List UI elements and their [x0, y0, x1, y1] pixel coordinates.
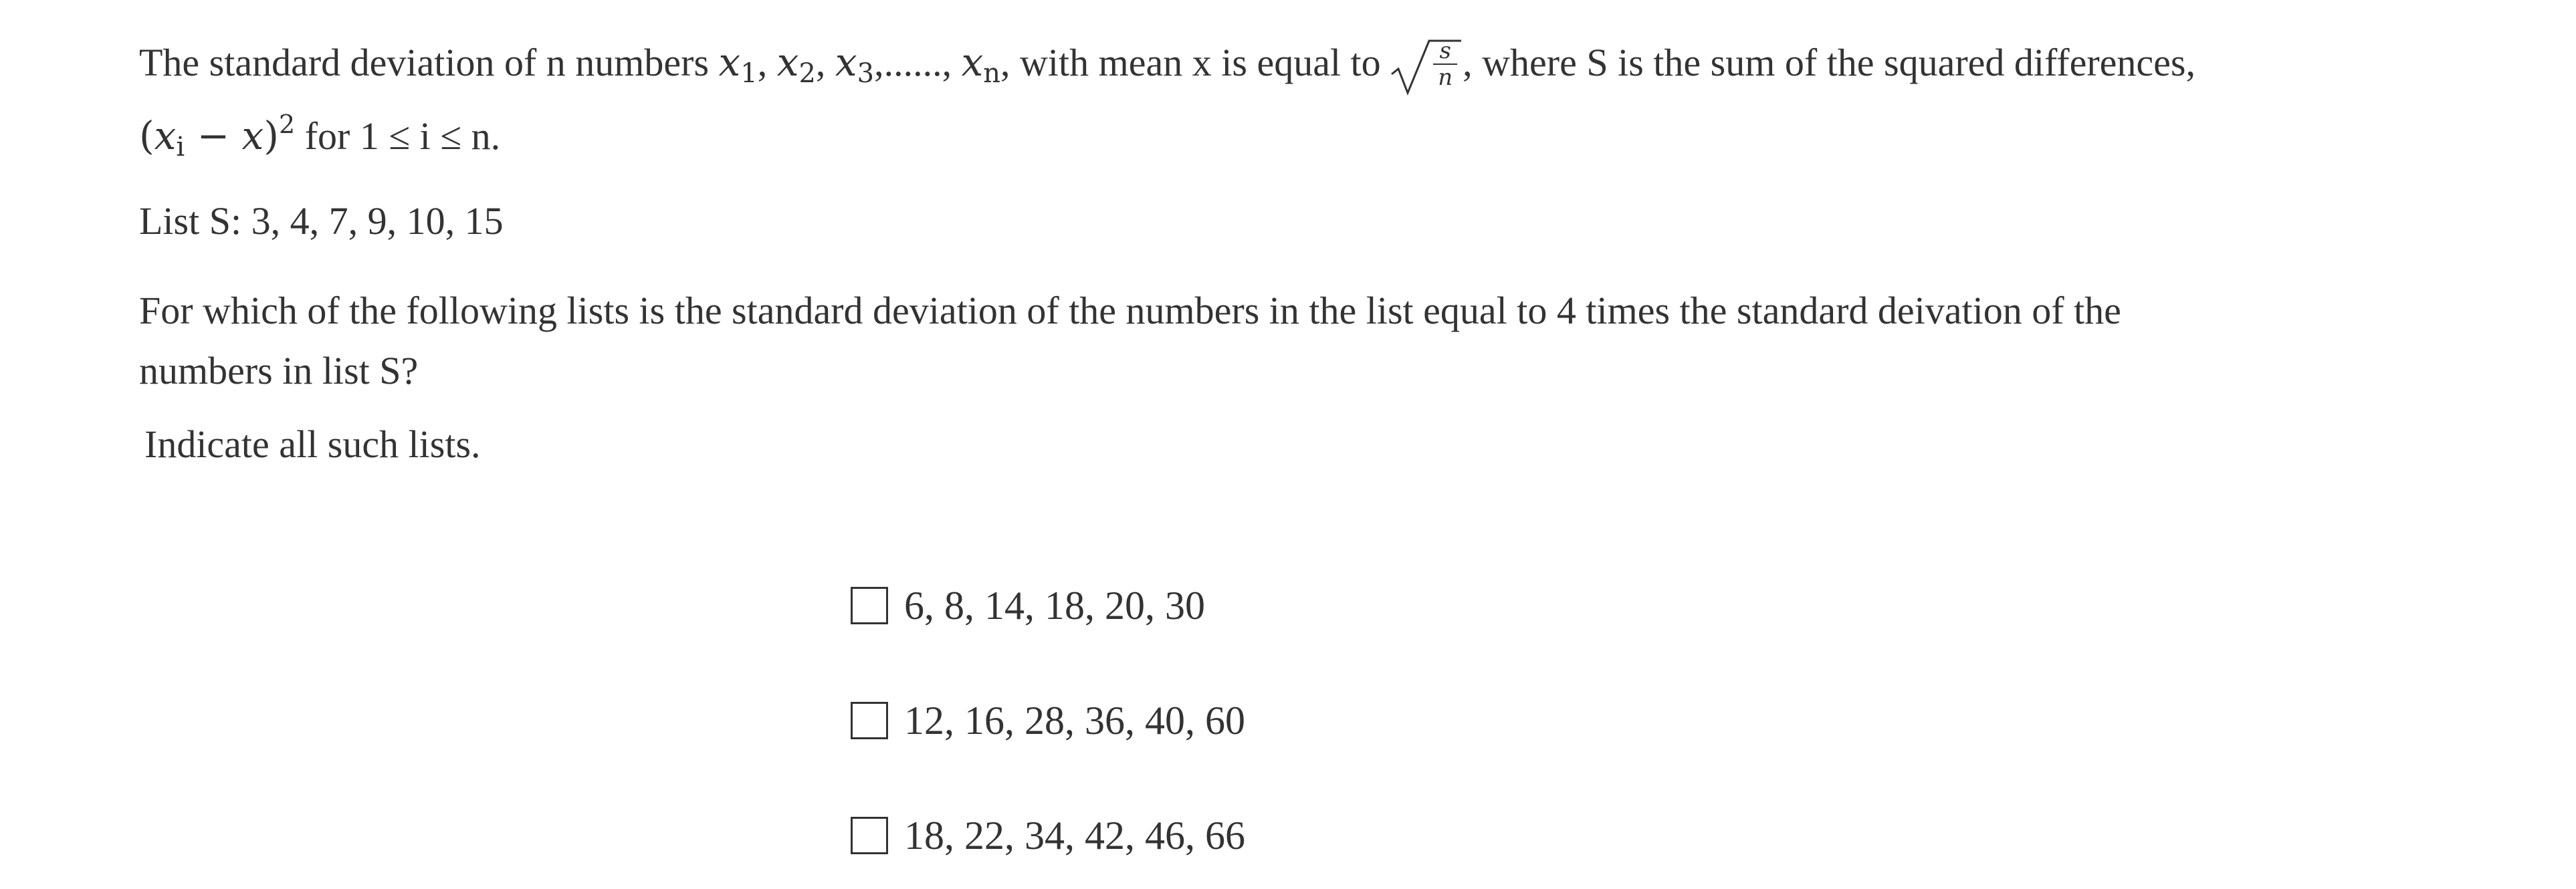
variable-x2: $x_2$: [776, 39, 816, 89]
question-prompt-line-1: For which of the following lists is the standard deviation of the numbers in the list equal to 4 times the standard deivation of the: [139, 289, 2121, 332]
ellipsis: ,......,: [874, 41, 962, 84]
intro-prefix: The standard deviation of n numbers: [139, 41, 719, 84]
checkbox-choice-a[interactable]: [851, 587, 888, 624]
fraction-s-over-n: $\frac{s}{n}$: [1433, 38, 1457, 90]
list-s: List S: 3, 4, 7, 9, 10, 15: [139, 199, 504, 243]
answer-choice-c[interactable]: [851, 810, 1245, 861]
answer-choice-a[interactable]: [851, 580, 1205, 631]
choice-c-label: 18, 22, 34, 42, 46, 66: [904, 813, 1245, 858]
variable-x1: $x_1$: [718, 39, 758, 89]
instruction: Indicate all such lists.: [144, 422, 481, 466]
index-range: for 1 ≤ i ≤ n.: [295, 114, 501, 158]
checkbox-choice-b[interactable]: [851, 702, 888, 739]
definition-line-2: [139, 111, 500, 161]
intro-middle: , with mean x is equal to: [1000, 41, 1391, 84]
choice-a-label: 6, 8, 14, 18, 20, 30: [904, 584, 1205, 628]
intro-suffix: , where S is the sum of the squared differences,: [1463, 41, 2195, 84]
variable-xn: $x_n$: [961, 39, 1001, 89]
question-prompt-line-2: numbers in list S?: [139, 349, 419, 392]
answer-choice-b[interactable]: [851, 695, 1245, 746]
definition-line-1: The standard deviation of n numbers $x_1$, $x_2$, $x_3$,......, $x_n$, with mean x is equal to $\frac{s}{n}$ , where S is the sum of the squared differences,: [139, 37, 2195, 90]
squared-difference-expression: $(x_i - x)^2$: [139, 110, 296, 162]
square-root-formula: [1390, 37, 1463, 91]
choice-b-label: 12, 16, 28, 36, 40, 60: [904, 698, 1245, 743]
checkbox-choice-c[interactable]: [851, 817, 888, 854]
variable-x3: $x_3$: [835, 39, 875, 89]
